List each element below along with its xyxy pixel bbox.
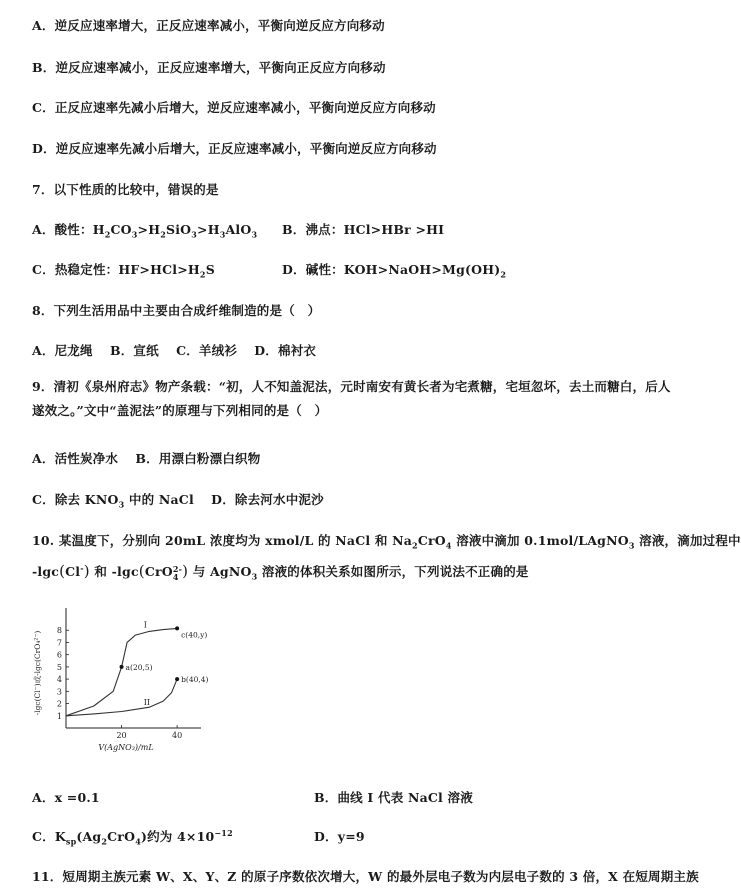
q9-stem: 9．清初《泉州府志》物产条载：“初，人不知盖泥法，元时南安有黄长者为宅煮糖，宅垣忽坏，去土而糖白，后人遂效之。”文中“盖泥法”的原理与下列相同的是（ ） bbox=[32, 379, 671, 418]
x-tick-label: 20 bbox=[116, 731, 127, 740]
q9-options-cd: C．除去 $KNO_3$ 中的 NaCl D．除去河水中泥沙 bbox=[32, 492, 324, 510]
q11-stem: 11．短周期主族元素 W、X、Y、Z 的原子序数依次增大，W 的最外层电子数为内层电子数的 3 倍，X 在短周期主族 bbox=[32, 869, 699, 884]
y-tick-label: 5 bbox=[56, 662, 62, 672]
q6-option-d: D．逆反应速率先减小后增大，正反应速率减小，平衡向逆反应方向移动 bbox=[32, 141, 437, 156]
point-label-c: c(40,y) bbox=[181, 630, 208, 640]
q7-stem: 7．以下性质的比较中，错误的是 bbox=[32, 182, 219, 197]
q10-stem-line-1: 10. 某温度下，分别向 20mL 浓度均为 xmol/L 的 NaCl 和 $Na_2CrO_4$ 溶液中滴加 0.1mol/LAgNO$_3$ 溶液，滴加过程中 bbox=[32, 533, 741, 551]
q7-option-row-2 bbox=[32, 260, 678, 280]
q6-option-c: C．正反应速率先减小后增大，逆反应速率减小，平衡向逆反应方向移动 bbox=[32, 100, 436, 115]
q10-option-a: A．x =0.1 bbox=[32, 790, 100, 805]
y-tick-label: 1 bbox=[56, 711, 62, 721]
q8-stem: 8．下列生活用品中主要由合成纤维制造的是（ ） bbox=[32, 303, 321, 318]
q10-option-b: B．曲线 I 代表 NaCl 溶液 bbox=[314, 790, 473, 805]
point-label-a: a(20,5) bbox=[125, 662, 153, 672]
q7-option-a: A．酸性：$H_2CO_3>H_2SiO_3>H_3AlO_3$ bbox=[32, 222, 258, 240]
q7-option-c: C．热稳定性：$HF>HCl>H_2S$ bbox=[32, 262, 215, 280]
q10-option-c: C．$K_{sp}(Ag_2CrO_4)$约为 $4\times 10^{-12}$ bbox=[32, 827, 233, 847]
series-label-I: I bbox=[143, 620, 147, 630]
q7-option-row-1 bbox=[32, 220, 678, 240]
q6-option-b: B．逆反应速率减小，正反应速率增大，平衡向正反应方向移动 bbox=[32, 60, 386, 75]
x-tick-label: 40 bbox=[172, 731, 183, 740]
point-c bbox=[175, 626, 179, 630]
q10-option-d: D．y=9 bbox=[314, 829, 365, 844]
q10-option-row-2 bbox=[32, 827, 678, 847]
y-tick-label: 3 bbox=[56, 687, 62, 697]
point-label-b: b(40,4) bbox=[181, 675, 209, 685]
q10-stem-line-2: -lgc(Cl-) 和 -lgc(CrO2- 4 ) 与 AgNO$_3$ 溶液的体积关系如图所示，下列说法不正确的是 bbox=[32, 562, 529, 582]
q7-option-b: B．沸点：HCl>HBr >HI bbox=[282, 222, 445, 237]
series-label-II: II bbox=[143, 697, 151, 707]
q7-option-d: D．碱性：$KOH>NaOH>Mg(OH)_2$ bbox=[282, 262, 507, 280]
y-tick-label: 7 bbox=[56, 638, 62, 648]
q8-options: A．尼龙绳 B．宣纸 C．羊绒衫 D．棉衬衣 bbox=[32, 343, 317, 358]
point-a bbox=[120, 665, 124, 669]
titration-chart bbox=[30, 600, 230, 776]
q9-options-ab: A．活性炭净水 B．用漂白粉漂白织物 bbox=[32, 451, 261, 466]
y-axis-label: -lgc(Cl⁻)或-lgc(CrO₄²⁻) bbox=[33, 630, 42, 716]
y-tick-label: 4 bbox=[56, 675, 62, 685]
q10-option-row-1 bbox=[32, 788, 678, 806]
x-axis-label: V(AgNO₃)/mL bbox=[98, 743, 154, 752]
y-tick-label: 2 bbox=[56, 699, 62, 709]
y-tick-label: 8 bbox=[56, 626, 62, 636]
q6-option-a: A．逆反应速率增大，正反应速率减小，平衡向逆反应方向移动 bbox=[32, 18, 385, 33]
point-b bbox=[175, 677, 179, 681]
y-tick-label: 6 bbox=[56, 650, 62, 660]
